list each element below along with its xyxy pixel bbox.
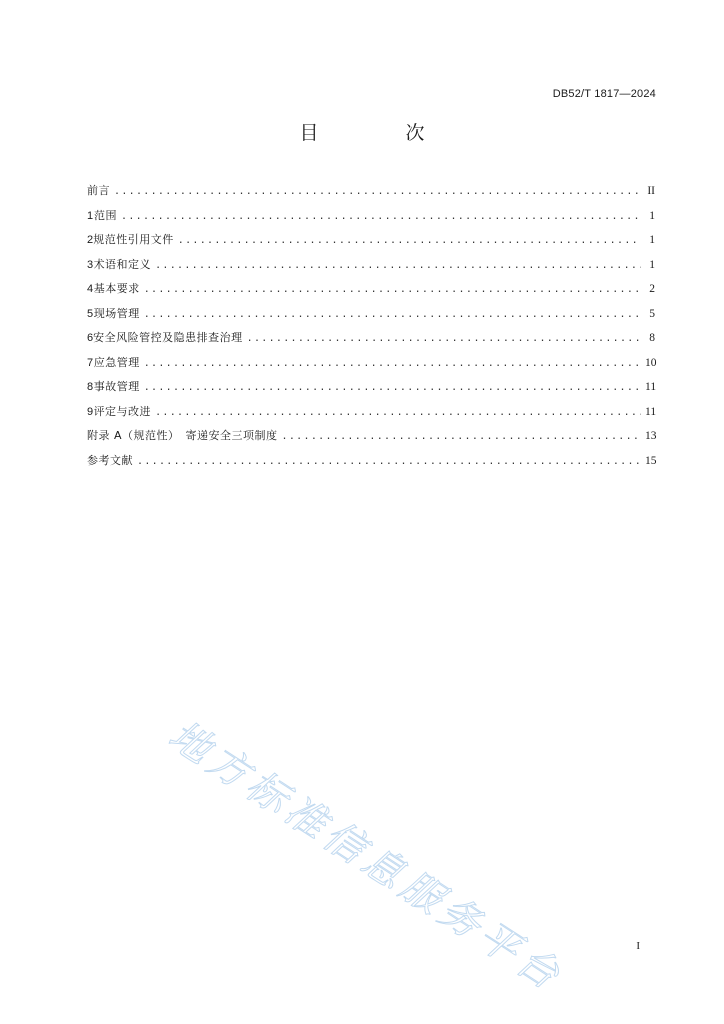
toc-entry-number: 4	[87, 283, 94, 295]
toc-entry-number: 3	[87, 258, 94, 271]
toc-entry-page: 13	[645, 430, 657, 442]
page-title: 目 次	[299, 122, 459, 144]
toc-entry-label: 基本要求	[93, 282, 140, 295]
toc-entry-label: 术语和定义	[93, 257, 152, 271]
toc-leader-dots	[247, 330, 641, 348]
toc-entry-label: 安全风险管控及隐患排查治理	[93, 331, 243, 344]
toc-entry-label: 规范性引用文件	[93, 233, 174, 246]
toc-entry-page: 1	[649, 258, 655, 271]
toc-entry-label: 现场管理	[93, 306, 140, 320]
toc-entry-bibliography[interactable]	[87, 452, 655, 477]
toc-entry-label: 评定与改进	[93, 404, 152, 418]
toc-entry-6[interactable]	[87, 329, 655, 354]
toc-entry-label: 应急管理	[93, 355, 140, 369]
toc-leader-dots	[282, 428, 641, 446]
toc-entry-page: 1	[649, 209, 655, 222]
toc-entry-label: 事故管理	[93, 380, 140, 393]
toc-entry-page: 11	[645, 381, 657, 393]
table-of-contents	[87, 182, 655, 476]
toc-entry-1[interactable]	[87, 207, 655, 232]
toc-leader-dots	[155, 257, 641, 275]
toc-leader-dots	[114, 183, 641, 201]
toc-entry-number: 7	[87, 356, 94, 369]
toc-entry-number: 9	[87, 405, 94, 418]
toc-entry-appendix-a[interactable]	[87, 427, 655, 452]
toc-leader-dots	[144, 306, 641, 324]
toc-entry-label: 附录 A（规范性） 寄递安全三项制度	[87, 429, 278, 442]
toc-entry-3[interactable]	[87, 256, 655, 281]
toc-leader-dots	[178, 232, 641, 250]
watermark: 地方标准信息服务平台	[160, 712, 572, 1002]
toc-entry-5[interactable]	[87, 305, 655, 330]
toc-entry-label: 范围	[94, 208, 118, 222]
toc-entry-number: 2	[87, 234, 94, 246]
toc-entry-7[interactable]	[87, 354, 655, 379]
toc-entry-number: 6	[87, 332, 94, 344]
toc-entry-page: II	[647, 185, 655, 197]
toc-entry-page: 2	[649, 283, 655, 295]
toc-leader-dots	[137, 453, 641, 471]
toc-leader-dots	[121, 208, 641, 226]
page-number: I	[636, 940, 640, 952]
toc-entry-8[interactable]	[87, 378, 655, 403]
toc-entry-page: 11	[645, 405, 657, 418]
toc-entry-number: 8	[87, 381, 94, 393]
toc-entry-4[interactable]	[87, 280, 655, 305]
toc-leader-dots	[155, 404, 641, 422]
toc-entry-page: 8	[649, 332, 655, 344]
toc-entry-9[interactable]	[87, 403, 655, 428]
toc-leader-dots	[144, 379, 641, 397]
toc-entry-page: 5	[649, 307, 655, 320]
toc-entry-page: 1	[649, 234, 655, 246]
toc-entry-label: 前言	[87, 184, 110, 197]
toc-entry-number: 1	[87, 209, 94, 222]
toc-entry-2[interactable]	[87, 231, 655, 256]
toc-entry-page: 10	[645, 356, 657, 369]
toc-leader-dots	[144, 281, 641, 299]
toc-entry-foreword[interactable]	[87, 182, 655, 207]
toc-entry-label: 参考文献	[87, 453, 133, 467]
toc-entry-number: 5	[87, 307, 94, 320]
standard-code: DB52/T 1817—2024	[552, 88, 656, 100]
toc-entry-page: 15	[645, 454, 657, 467]
toc-leader-dots	[144, 355, 641, 373]
